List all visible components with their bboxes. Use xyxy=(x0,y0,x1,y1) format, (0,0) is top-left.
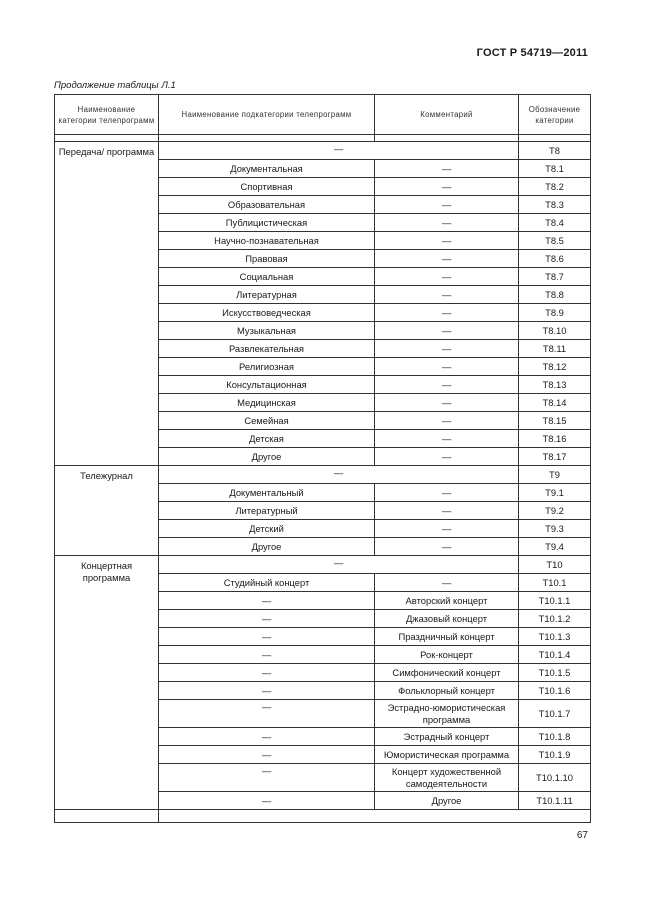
subcategory-cell: Образовательная xyxy=(159,196,375,214)
code-cell: T8.3 xyxy=(519,196,591,214)
subcategory-cell: — xyxy=(159,746,375,764)
comment-cell: — xyxy=(375,286,519,304)
subcategory-cell: Детский xyxy=(159,520,375,538)
subcategory-cell: — xyxy=(159,682,375,700)
subcategory-cell: — xyxy=(159,646,375,664)
code-cell: T10.1.2 xyxy=(519,610,591,628)
comment-cell: — xyxy=(375,322,519,340)
code-cell: T10.1.11 xyxy=(519,792,591,810)
comment-cell: Авторский концерт xyxy=(375,592,519,610)
subcategory-cell: — xyxy=(159,792,375,810)
comment-cell: Другое xyxy=(375,792,519,810)
code-cell: T10.1.4 xyxy=(519,646,591,664)
group-header-row xyxy=(55,466,591,484)
code-cell: T10.1.10 xyxy=(519,764,591,792)
comment-cell: — xyxy=(375,484,519,502)
comment-cell: — xyxy=(375,232,519,250)
subcategory-cell: — xyxy=(159,728,375,746)
subcategory-cell: Искусствоведческая xyxy=(159,304,375,322)
comment-cell: Симфонический концерт xyxy=(375,664,519,682)
code-cell: T8.2 xyxy=(519,178,591,196)
comment-cell: — xyxy=(375,304,519,322)
subcategory-cell: Студийный концерт xyxy=(159,574,375,592)
subcategory-cell: — xyxy=(159,592,375,610)
comment-cell: — xyxy=(375,538,519,556)
code-cell: T8.17 xyxy=(519,448,591,466)
subcategory-cell: Детская xyxy=(159,430,375,448)
code-cell: T8.7 xyxy=(519,268,591,286)
code-cell: T9.3 xyxy=(519,520,591,538)
comment-cell: — xyxy=(375,340,519,358)
header-spacer-row xyxy=(55,135,591,142)
code-cell: T8.12 xyxy=(519,358,591,376)
category-name-cell: Тележурнал xyxy=(55,466,159,556)
code-cell: T8.14 xyxy=(519,394,591,412)
category-name-cell: Концертная программа xyxy=(55,556,159,810)
subcategory-cell: — xyxy=(159,628,375,646)
comment-cell: — xyxy=(375,574,519,592)
comment-cell: — xyxy=(375,160,519,178)
subcategory-cell: Спортивная xyxy=(159,178,375,196)
code-cell: T8.4 xyxy=(519,214,591,232)
table-header-row xyxy=(55,95,591,135)
table-body xyxy=(55,135,591,823)
subcategory-cell: Развлекательная xyxy=(159,340,375,358)
subcategory-cell: Литературный xyxy=(159,502,375,520)
code-cell: T8.10 xyxy=(519,322,591,340)
group-header-row xyxy=(55,142,591,160)
subcategory-cell: Музыкальная xyxy=(159,322,375,340)
comment-cell: — xyxy=(375,502,519,520)
code-cell: T8.15 xyxy=(519,412,591,430)
comment-cell: — xyxy=(375,268,519,286)
code-cell: T10.1.8 xyxy=(519,728,591,746)
column-header-comment: Комментарий xyxy=(375,95,519,135)
table-caption: Продолжение таблицы Л.1 xyxy=(54,80,176,91)
subcategory-cell: Документальная xyxy=(159,160,375,178)
code-cell: T8.13 xyxy=(519,376,591,394)
subcategory-cell: — xyxy=(159,664,375,682)
code-cell: T10.1.5 xyxy=(519,664,591,682)
code-cell: T8.5 xyxy=(519,232,591,250)
comment-cell: — xyxy=(375,430,519,448)
subcategory-cell: Другое xyxy=(159,448,375,466)
code-cell: T10.1.9 xyxy=(519,746,591,764)
comment-cell: — xyxy=(375,214,519,232)
comment-cell: — xyxy=(375,358,519,376)
code-cell: T10.1.3 xyxy=(519,628,591,646)
subcategory-cell: Научно-познавательная xyxy=(159,232,375,250)
subcategory-cell: — xyxy=(159,610,375,628)
code-cell: T10.1.6 xyxy=(519,682,591,700)
subcategory-cell: Социальная xyxy=(159,268,375,286)
subcategory-cell: Консультационная xyxy=(159,376,375,394)
group-code-cell: T9 xyxy=(519,466,591,484)
comment-cell: — xyxy=(375,250,519,268)
column-header-code: Обозначение категории xyxy=(519,95,591,135)
group-code-cell: T8 xyxy=(519,142,591,160)
code-cell: T8.1 xyxy=(519,160,591,178)
comment-cell: Юмористическая программа xyxy=(375,746,519,764)
subcategory-cell: Правовая xyxy=(159,250,375,268)
code-cell: T10.1.7 xyxy=(519,700,591,728)
subcategory-cell: Семейная xyxy=(159,412,375,430)
category-name-cell: Передача/ программа xyxy=(55,142,159,466)
comment-cell: Эстрадно-юмористическая программа xyxy=(375,700,519,728)
code-cell: T8.6 xyxy=(519,250,591,268)
column-header-subcategory: Наименование подкатегории телепрограмм xyxy=(159,95,375,135)
comment-cell: — xyxy=(375,196,519,214)
group-header-row xyxy=(55,556,591,574)
comment-cell: Рок-концерт xyxy=(375,646,519,664)
table-bottom-band xyxy=(55,810,591,823)
comment-cell: Джазовый концерт xyxy=(375,610,519,628)
comment-cell: — xyxy=(375,178,519,196)
comment-cell: — xyxy=(375,520,519,538)
document-code: ГОСТ Р 54719—2011 xyxy=(476,47,588,59)
subcategory-cell: Медицинская xyxy=(159,394,375,412)
group-dash-cell: — xyxy=(159,142,519,160)
comment-cell: Концерт художественной самодеятельности xyxy=(375,764,519,792)
subcategory-cell: — xyxy=(159,764,375,792)
code-cell: T8.16 xyxy=(519,430,591,448)
group-code-cell: T10 xyxy=(519,556,591,574)
comment-cell: — xyxy=(375,412,519,430)
code-cell: T9.4 xyxy=(519,538,591,556)
subcategory-cell: Документальный xyxy=(159,484,375,502)
code-cell: T10.1.1 xyxy=(519,592,591,610)
code-cell: T8.8 xyxy=(519,286,591,304)
subcategory-cell: Религиозная xyxy=(159,358,375,376)
code-cell: T8.11 xyxy=(519,340,591,358)
comment-cell: — xyxy=(375,448,519,466)
code-cell: T10.1 xyxy=(519,574,591,592)
subcategory-cell: Литературная xyxy=(159,286,375,304)
comment-cell: Эстрадный концерт xyxy=(375,728,519,746)
code-cell: T9.2 xyxy=(519,502,591,520)
subcategory-cell: — xyxy=(159,700,375,728)
code-cell: T8.9 xyxy=(519,304,591,322)
group-dash-cell: — xyxy=(159,466,519,484)
code-cell: T9.1 xyxy=(519,484,591,502)
category-table xyxy=(54,94,591,823)
column-header-category: Наименование категории телепрограмм xyxy=(55,95,159,135)
subcategory-cell: Другое xyxy=(159,538,375,556)
comment-cell: — xyxy=(375,376,519,394)
comment-cell: — xyxy=(375,394,519,412)
group-dash-cell: — xyxy=(159,556,519,574)
comment-cell: Праздничный концерт xyxy=(375,628,519,646)
page-number: 67 xyxy=(576,830,588,841)
subcategory-cell: Публицистическая xyxy=(159,214,375,232)
comment-cell: Фольклорный концерт xyxy=(375,682,519,700)
